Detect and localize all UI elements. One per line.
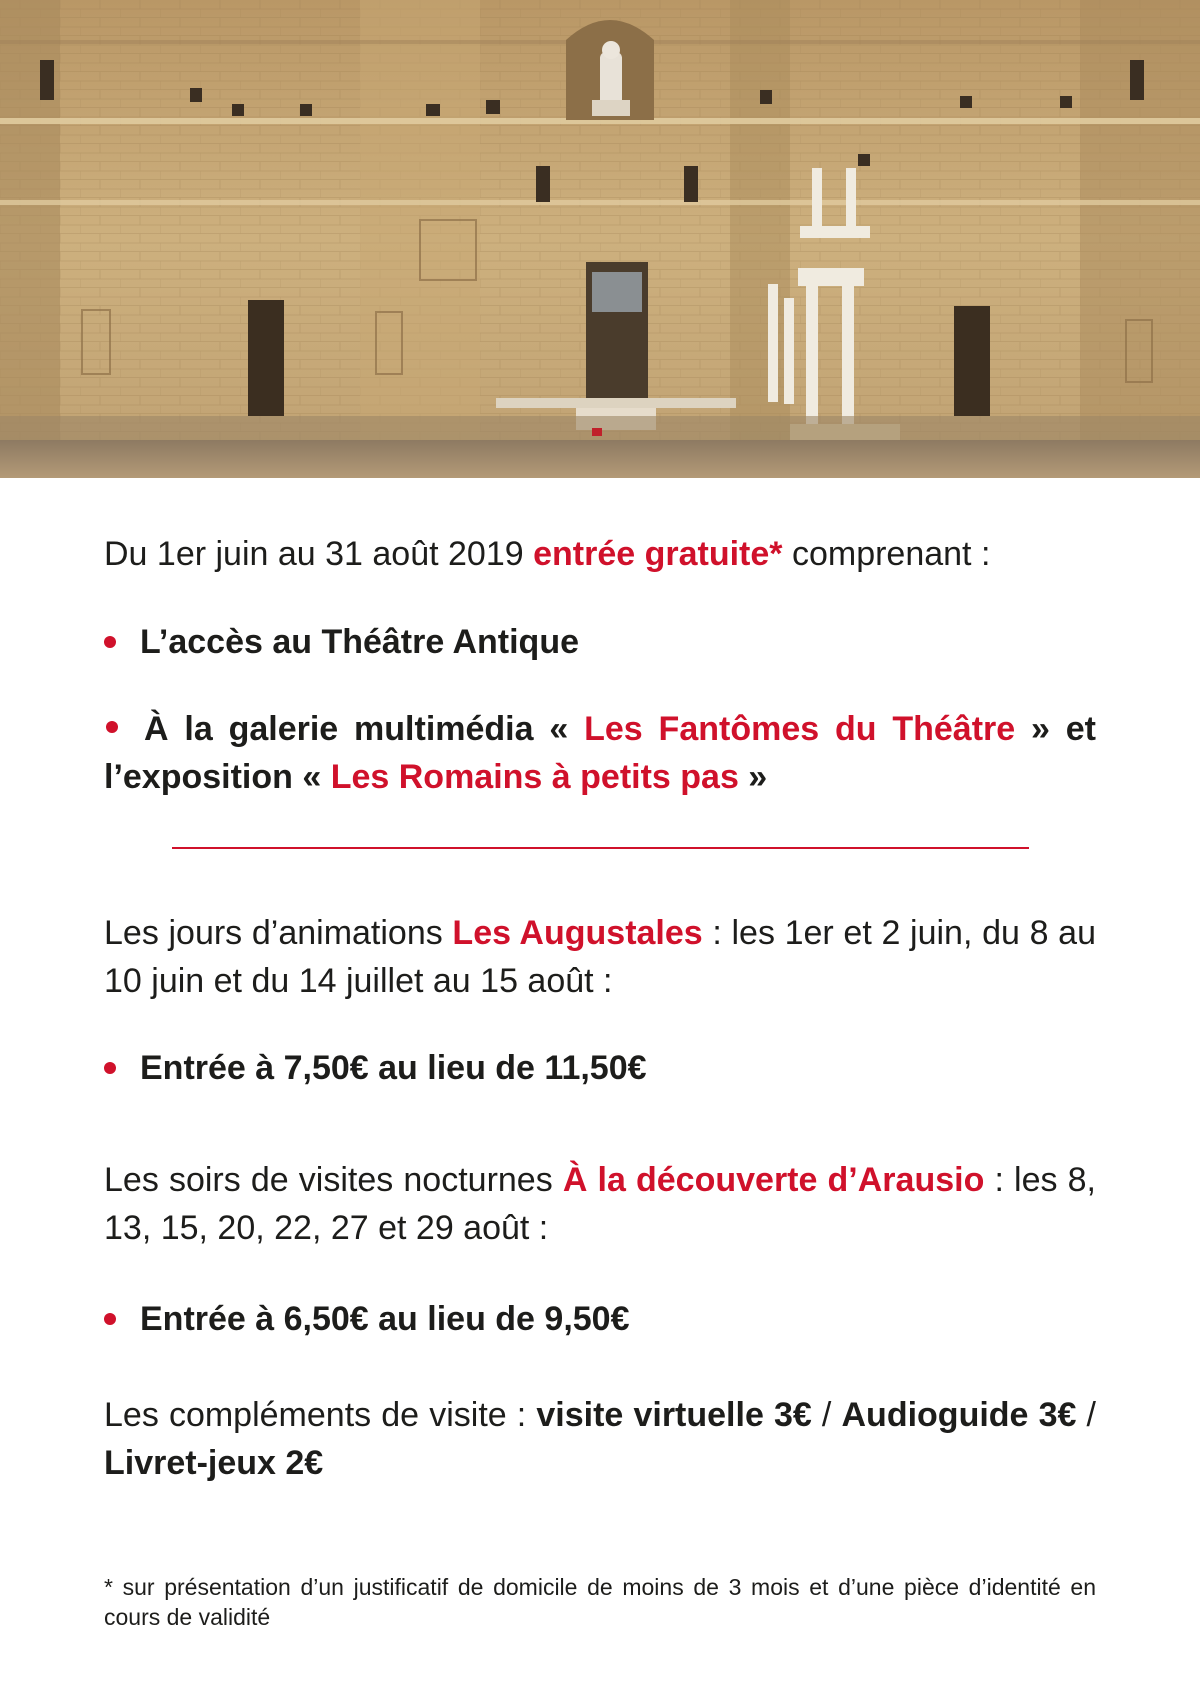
bullet-nocturnes-price bbox=[104, 1295, 1096, 1343]
nocturnes-paragraph bbox=[104, 1156, 1096, 1252]
intro-paragraph bbox=[104, 530, 1096, 578]
bullet-text: Entrée à 6,50€ au lieu de 9,50€ bbox=[140, 1300, 630, 1338]
intro-text-end: comprenant : bbox=[782, 535, 991, 573]
exhibition-name: Les Romains à petits pas bbox=[330, 758, 739, 796]
gallery-name: Les Fantômes du Théâtre bbox=[584, 710, 1016, 748]
hero-photo-theatre-antique bbox=[0, 0, 1200, 478]
bullet-icon bbox=[104, 1313, 116, 1325]
hero-illustration bbox=[0, 0, 1200, 478]
bullet-augustales-price bbox=[104, 1044, 1096, 1092]
complements-paragraph bbox=[104, 1391, 1096, 1487]
bullet-icon bbox=[106, 721, 118, 733]
nocturnes-text: Les soirs de visites nocturnes bbox=[104, 1161, 563, 1199]
intro-text: Du 1er juin au 31 août 2019 bbox=[104, 535, 534, 573]
nocturnes-text-end: : les 8, 13, 15, 20, 22, 27 et 29 août : bbox=[104, 1161, 1096, 1247]
red-divider bbox=[172, 847, 1029, 849]
main-content bbox=[104, 530, 1096, 1487]
separator: / bbox=[811, 1396, 842, 1434]
footnote: * sur présentation d’un justificatif de domicile de moins de 3 mois et d’une pièce d’identité en cours de validité bbox=[104, 1574, 1096, 1630]
augustales-text-end: : les 1er et 2 juin, du 8 au 10 juin et du 14 juillet au 15 août : bbox=[104, 914, 1096, 1000]
bullet-icon bbox=[104, 1062, 116, 1074]
complement-game-booklet: Livret-jeux 2€ bbox=[104, 1444, 324, 1482]
complement-virtual-visit: visite virtuelle 3€ bbox=[536, 1396, 812, 1434]
complements-label: Les compléments de visite : bbox=[104, 1396, 537, 1434]
nocturnes-highlight: À la découverte d’Arausio bbox=[562, 1161, 985, 1199]
bullet-text: L’accès au Théâtre Antique bbox=[140, 623, 579, 661]
bullet-text: » bbox=[738, 758, 768, 796]
bullet-text: Entrée à 7,50€ au lieu de 11,50€ bbox=[140, 1049, 647, 1087]
complement-audioguide: Audioguide 3€ bbox=[841, 1396, 1077, 1434]
bullet-icon bbox=[104, 636, 116, 648]
bullet-theatre-access bbox=[104, 618, 1096, 666]
bullet-text: À la galerie multimédia « bbox=[144, 710, 585, 748]
bullet-gallery-exhibition bbox=[104, 705, 1096, 801]
augustales-highlight: Les Augustales bbox=[452, 914, 703, 952]
free-entry-highlight: entrée gratuite* bbox=[533, 535, 783, 573]
separator: / bbox=[1076, 1396, 1096, 1434]
augustales-paragraph bbox=[104, 909, 1096, 1005]
augustales-text: Les jours d’animations bbox=[104, 914, 453, 952]
bullet-text: » et l’exposition « bbox=[104, 710, 1096, 796]
